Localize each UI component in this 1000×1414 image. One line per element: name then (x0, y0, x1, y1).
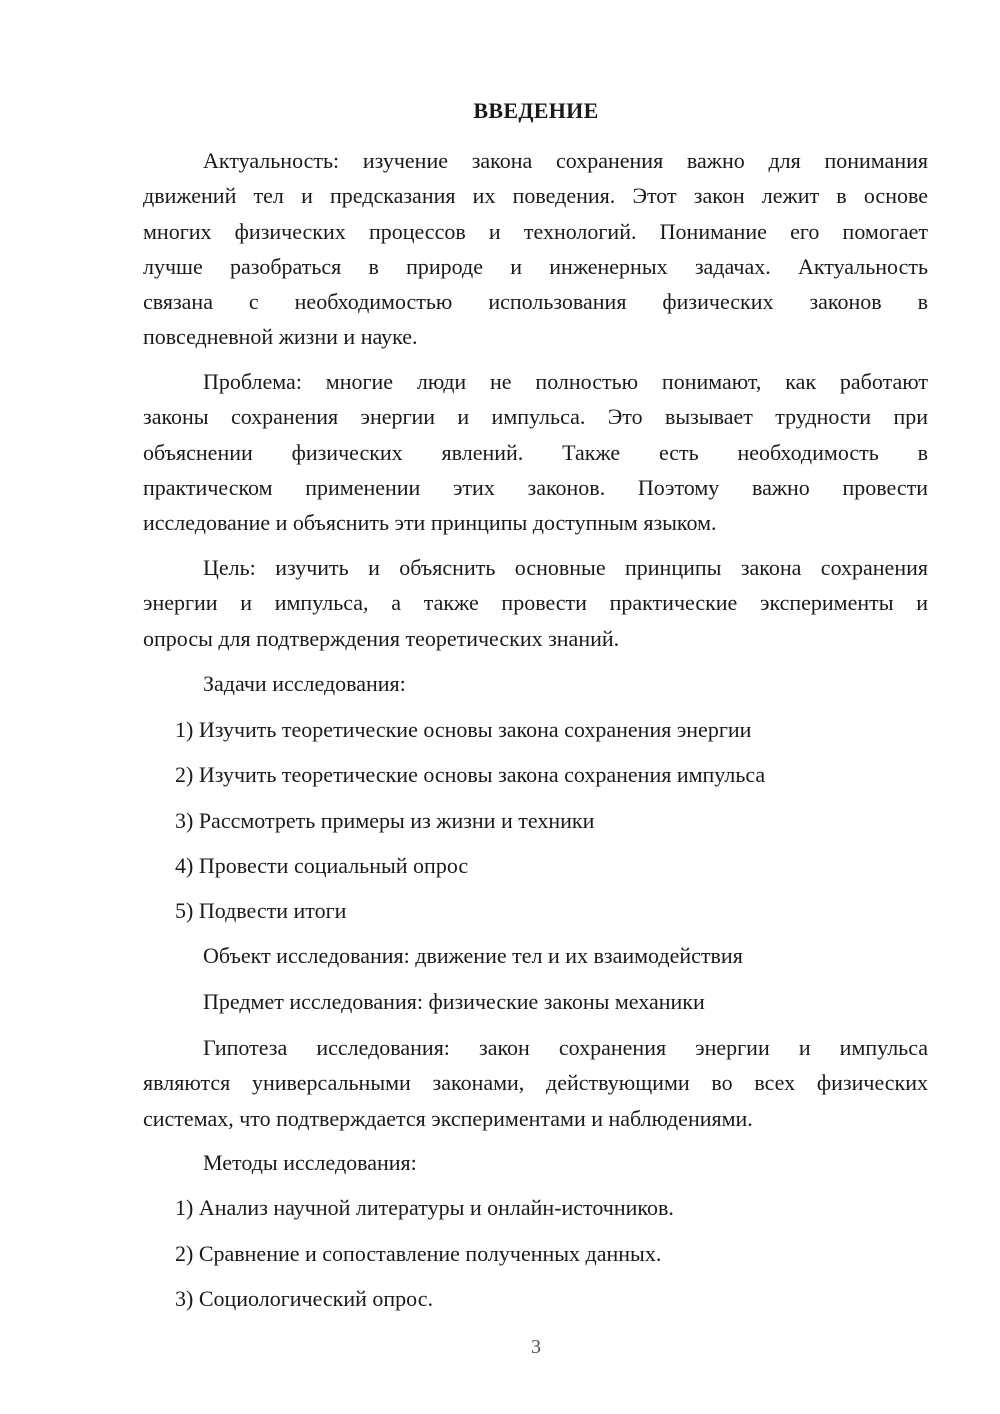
paragraph-line: связана с необходимостью использования физических законов в (143, 289, 928, 315)
paragraph-line: исследование и объяснить эти принципы доступным языком. (143, 510, 717, 536)
paragraph-line: Актуальность: изучение закона сохранения важно для понимания (203, 148, 928, 173)
task-item: 1) Изучить теоретические основы закона сохранения энергии (175, 717, 752, 742)
paragraph-line: движений тел и предсказания их поведения. Этот закон лежит в основе (143, 183, 928, 209)
task-item: 2) Изучить теоретические основы закона сохранения импульса (175, 762, 766, 787)
task-item: 4) Провести социальный опрос (175, 853, 469, 878)
paragraph-line: Гипотеза исследования: закон сохранения энергии и импульса (203, 1035, 928, 1060)
paragraph-line: многих физических процессов и технологий. Понимание его помогает (143, 218, 928, 244)
task-item: 5) Подвести итоги (175, 898, 347, 923)
page-number: 3 (531, 1336, 541, 1358)
paragraph-line: энергии и импульса, а также провести практические эксперименты и (143, 590, 928, 616)
paragraph-line: лучше разобраться в природе и инженерных задачах. Актуальность (143, 253, 928, 279)
problem-paragraph (143, 364, 928, 540)
relevance-paragraph (143, 143, 928, 355)
paragraph-line: законы сохранения энергии и импульса. Это вызывает трудности при (143, 404, 928, 430)
goal-paragraph (143, 550, 928, 656)
method-item: 3) Социологический опрос. (175, 1286, 433, 1311)
paragraph-line: объяснении физических явлений. Также есть необходимость в (143, 439, 928, 465)
task-item: 3) Рассмотреть примеры из жизни и техники (175, 808, 595, 833)
paragraph-line: системах, что подтверждается экспериментами и наблюдениями. (143, 1105, 753, 1131)
method-item: 1) Анализ научной литературы и онлайн-источников. (175, 1195, 674, 1220)
methods-label: Методы исследования: (203, 1150, 417, 1175)
method-item: 2) Сравнение и сопоставление полученных данных. (175, 1241, 662, 1266)
research-subject: Предмет исследования: физические законы механики (203, 989, 705, 1014)
page-title: ВВЕДЕНИЕ (473, 98, 599, 123)
paragraph-line: практическом применении этих законов. Поэтому важно провести (143, 474, 928, 500)
paragraph-line: Цель: изучить и объяснить основные принципы закона сохранения (203, 555, 928, 580)
tasks-label: Задачи исследования: (203, 671, 406, 696)
paragraph-line: Проблема: многие люди не полностью понимают, как работают (203, 369, 928, 394)
paragraph-line: являются универсальными законами, действующими во всех физических (143, 1070, 928, 1096)
paragraph-line: опросы для подтверждения теоретических знаний. (143, 625, 620, 651)
research-object: Объект исследования: движение тел и их взаимодействия (203, 943, 743, 968)
hypothesis-paragraph (143, 1030, 928, 1136)
paragraph-line: повседневной жизни и науке. (143, 324, 418, 350)
